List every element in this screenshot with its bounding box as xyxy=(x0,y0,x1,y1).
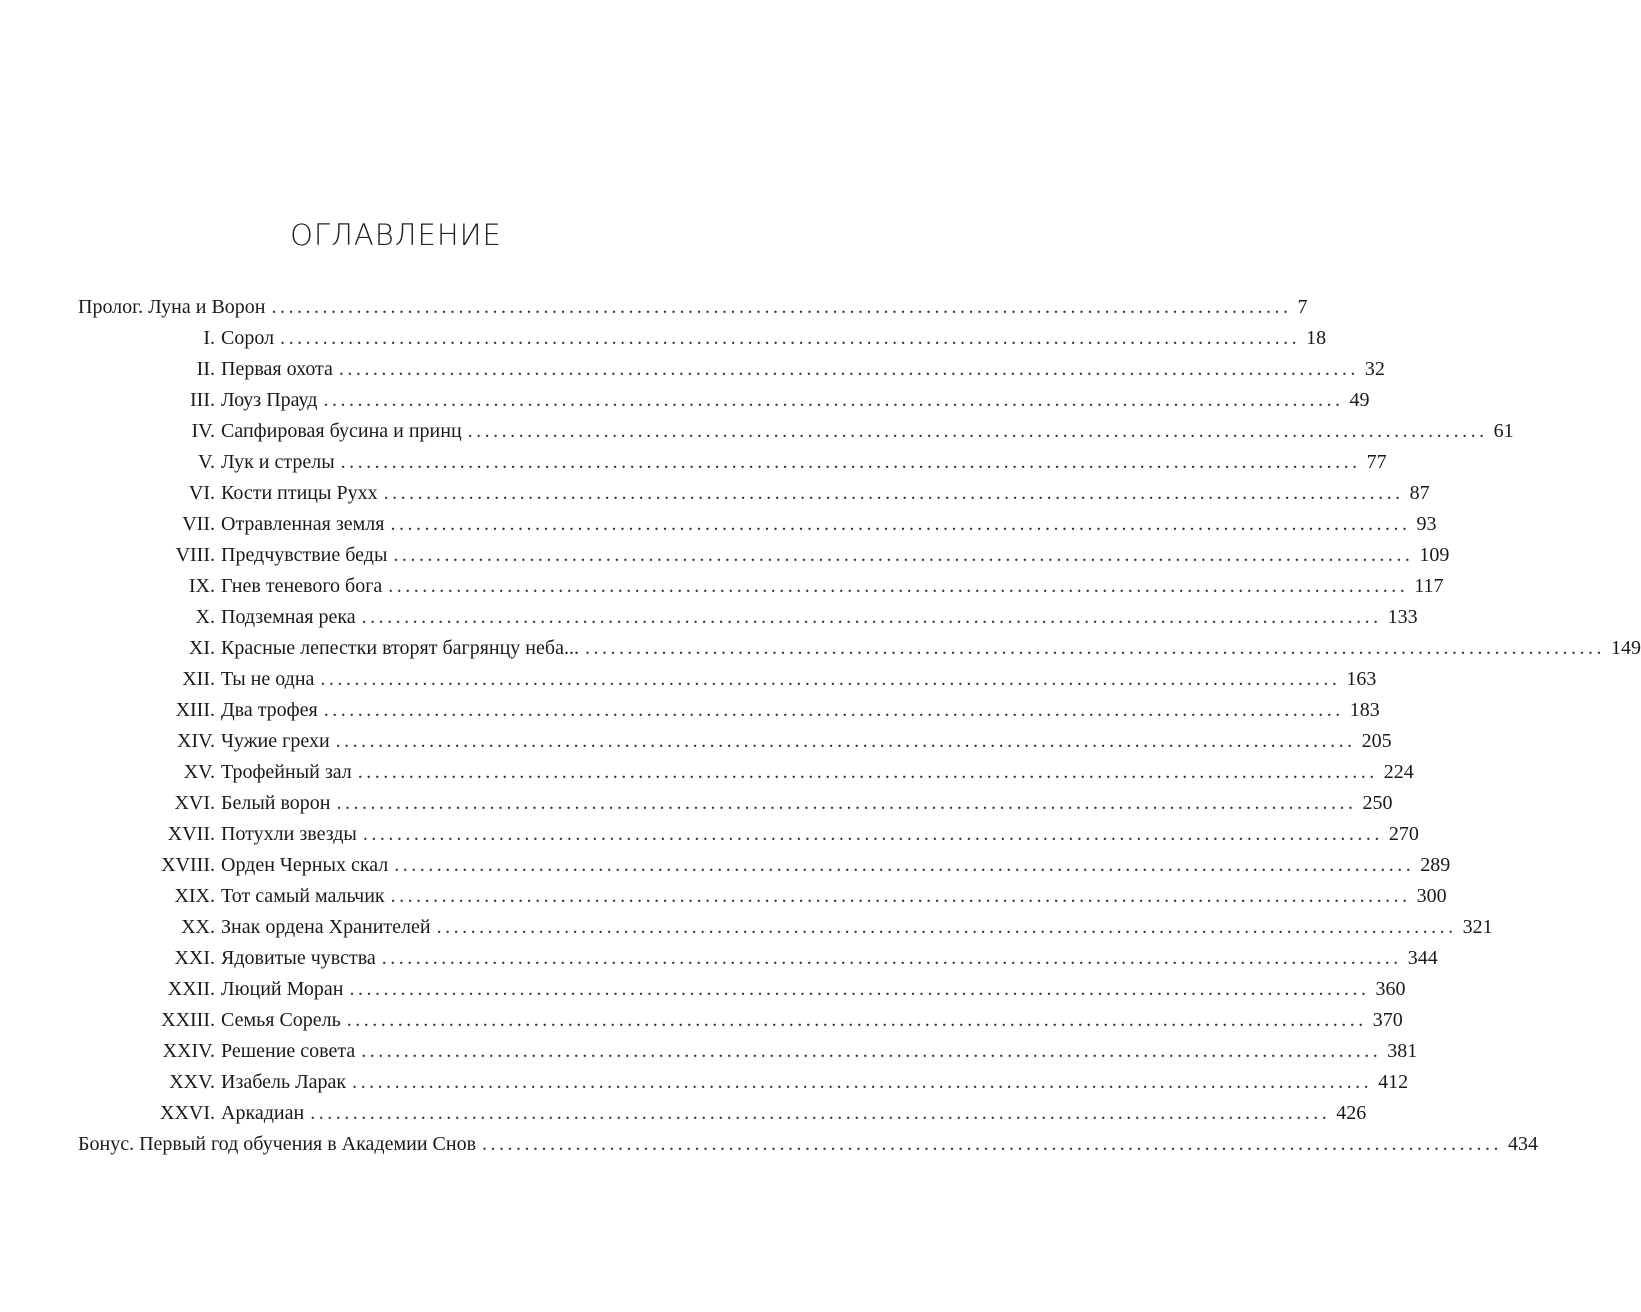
toc-entry-chapter[interactable] xyxy=(78,974,1406,1005)
toc-page-number: 7 xyxy=(1297,296,1308,318)
toc-entry-label: Лук и стрелы xyxy=(221,451,335,473)
toc-entry-label: Орден Черных скал xyxy=(221,854,389,876)
toc-page-number: 61 xyxy=(1493,420,1514,442)
dot-leader: ........................................................................................................................ xyxy=(323,699,1344,721)
toc-page-number: 250 xyxy=(1362,792,1393,814)
toc-entry-chapter[interactable] xyxy=(78,850,1451,881)
toc-entry-label: Трофейный зал xyxy=(221,761,352,783)
toc-entry-chapter[interactable] xyxy=(78,1036,1418,1067)
chapter-number: XV. xyxy=(183,761,215,783)
toc-entry-chapter[interactable] xyxy=(78,819,1419,850)
chapter-number: VII. xyxy=(182,513,215,535)
dot-leader: ........................................................................................................................ xyxy=(390,885,1411,907)
chapter-number: XXIV. xyxy=(162,1040,215,1062)
dot-leader: ........................................................................................................................ xyxy=(338,358,1359,380)
toc-entry-label: Решение совета xyxy=(221,1040,356,1062)
toc-page-number: 93 xyxy=(1416,513,1437,535)
dot-leader: ........................................................................................................................ xyxy=(335,730,1356,752)
toc-entry-label: Аркадиан xyxy=(221,1102,305,1124)
chapter-list xyxy=(78,323,1641,1129)
toc-entry-chapter[interactable] xyxy=(78,540,1450,571)
chapter-number: VI. xyxy=(188,482,215,504)
chapter-number: XI. xyxy=(188,637,215,659)
chapter-number: XVII. xyxy=(167,823,215,845)
dot-leader: ........................................................................................................................ xyxy=(388,575,1409,597)
toc-entry-chapter[interactable] xyxy=(78,1098,1367,1129)
table-of-contents xyxy=(78,292,1641,1160)
toc-entry-label: Подземная река xyxy=(221,606,356,628)
toc-page-number: 109 xyxy=(1419,544,1450,566)
toc-page-number: 32 xyxy=(1364,358,1385,380)
toc-entry-label: Белый ворон xyxy=(221,792,331,814)
toc-page-number: 87 xyxy=(1409,482,1430,504)
chapter-number: X. xyxy=(195,606,215,628)
dot-leader: ........................................................................................................................ xyxy=(361,606,1382,628)
toc-entry-chapter[interactable] xyxy=(78,1067,1409,1098)
toc-entry-chapter[interactable] xyxy=(78,633,1641,664)
toc-entry-chapter[interactable] xyxy=(78,757,1414,788)
toc-page-number: 205 xyxy=(1361,730,1392,752)
toc-entry-chapter[interactable] xyxy=(78,416,1514,447)
chapter-number: XXII. xyxy=(167,978,215,1000)
toc-entry-label: Ядовитые чувства xyxy=(221,947,376,969)
toc-page-number: 360 xyxy=(1375,978,1406,1000)
dot-leader: ........................................................................................................................ xyxy=(467,420,1488,442)
toc-entry-label: Красные лепестки вторят багрянцу неба... xyxy=(221,637,579,659)
toc-entry-label: Тот самый мальчик xyxy=(221,885,385,907)
toc-entry-chapter[interactable] xyxy=(78,354,1385,385)
dot-leader: ........................................................................................................................ xyxy=(320,668,1341,690)
chapter-number: XXIII. xyxy=(161,1009,215,1031)
toc-page-number: 183 xyxy=(1349,699,1380,721)
dot-leader: ........................................................................................................................ xyxy=(383,482,1404,504)
toc-entry-chapter[interactable] xyxy=(78,447,1387,478)
toc-entry-label: Чужие грехи xyxy=(221,730,330,752)
dot-leader: ........................................................................................................................ xyxy=(336,792,1357,814)
toc-entry-chapter[interactable] xyxy=(78,726,1392,757)
toc-entry-label: Сорол xyxy=(221,327,275,349)
toc-page-number: 224 xyxy=(1383,761,1414,783)
toc-entry-bonus[interactable] xyxy=(78,1129,1539,1160)
dot-leader: ........................................................................................................................ xyxy=(271,296,1292,318)
toc-entry-label: Люций Моран xyxy=(221,978,344,1000)
toc-entry-chapter[interactable] xyxy=(78,881,1447,912)
toc-entry-chapter[interactable] xyxy=(78,323,1327,354)
dot-leader: ........................................................................................................................ xyxy=(394,854,1415,876)
toc-page-number: 149 xyxy=(1610,637,1641,659)
chapter-number: II. xyxy=(196,358,215,380)
toc-entry-label: Предчувствие беды xyxy=(221,544,388,566)
toc-page-number: 370 xyxy=(1372,1009,1403,1031)
toc-entry-label: Семья Сорель xyxy=(221,1009,341,1031)
toc-page-number: 321 xyxy=(1462,916,1493,938)
toc-page-number: 426 xyxy=(1336,1102,1367,1124)
dot-leader: ........................................................................................................................ xyxy=(381,947,1402,969)
toc-entry-chapter[interactable] xyxy=(78,385,1370,416)
chapter-number: XIV. xyxy=(177,730,215,752)
toc-page-number: 133 xyxy=(1387,606,1418,628)
toc-entry-label: Изабель Ларак xyxy=(221,1071,347,1093)
toc-page-number: 381 xyxy=(1387,1040,1418,1062)
toc-page-number: 412 xyxy=(1378,1071,1409,1093)
chapter-number: XX. xyxy=(181,916,215,938)
toc-entry-chapter[interactable] xyxy=(78,509,1437,540)
toc-entry-label: Лоуз Прауд xyxy=(221,389,318,411)
toc-entry-chapter[interactable] xyxy=(78,1005,1403,1036)
dot-leader: ........................................................................................................................ xyxy=(310,1102,1331,1124)
chapter-number: IV. xyxy=(191,420,215,442)
dot-leader: ........................................................................................................................ xyxy=(362,823,1383,845)
toc-entry-label: Два трофея xyxy=(221,699,318,721)
toc-page-number: 77 xyxy=(1366,451,1387,473)
toc-entry-chapter[interactable] xyxy=(78,571,1444,602)
dot-leader: ........................................................................................................................ xyxy=(349,978,1370,1000)
toc-entry-label: Ты не одна xyxy=(221,668,315,690)
chapter-number: III. xyxy=(190,389,215,411)
chapter-number: XXV. xyxy=(169,1071,215,1093)
dot-leader: ........................................................................................................................ xyxy=(393,544,1414,566)
chapter-number: XXI. xyxy=(174,947,215,969)
toc-page-number: 434 xyxy=(1508,1133,1539,1155)
chapter-number: XII. xyxy=(182,668,215,690)
toc-page-number: 344 xyxy=(1407,947,1438,969)
toc-entry-chapter[interactable] xyxy=(78,695,1380,726)
toc-entry-chapter[interactable] xyxy=(78,478,1430,509)
dot-leader: ........................................................................................................................ xyxy=(361,1040,1382,1062)
chapter-number: XIII. xyxy=(175,699,215,721)
toc-entry-chapter[interactable] xyxy=(78,788,1393,819)
toc-page-number: 300 xyxy=(1416,885,1447,907)
dot-leader: ........................................................................................................................ xyxy=(340,451,1361,473)
chapter-number: XVIII. xyxy=(161,854,215,876)
toc-page-number: 163 xyxy=(1346,668,1377,690)
chapter-number: IX. xyxy=(188,575,215,597)
dot-leader: ........................................................................................................................ xyxy=(482,1133,1503,1155)
toc-page-number: 289 xyxy=(1420,854,1451,876)
dot-leader: ........................................................................................................................ xyxy=(352,1071,1373,1093)
chapter-number: V. xyxy=(198,451,215,473)
toc-entry-label: Сапфировая бусина и принц xyxy=(221,420,462,442)
toc-entry-chapter[interactable] xyxy=(78,602,1418,633)
toc-entry-label: Гнев теневого бога xyxy=(221,575,383,597)
toc-page-number: 270 xyxy=(1388,823,1419,845)
toc-entry-chapter[interactable] xyxy=(78,664,1377,695)
chapter-number: XVI. xyxy=(174,792,215,814)
dot-leader: ........................................................................................................................ xyxy=(357,761,1378,783)
dot-leader: ........................................................................................................................ xyxy=(323,389,1344,411)
page-title: ОГЛАВЛЕНИЕ xyxy=(290,218,502,252)
toc-entry-prologue[interactable] xyxy=(78,292,1308,323)
toc-page-number: 18 xyxy=(1306,327,1327,349)
chapter-number: XIX. xyxy=(174,885,215,907)
chapter-number: XXVI. xyxy=(160,1102,215,1124)
chapter-number: I. xyxy=(203,327,215,349)
toc-entry-label: Отравленная земля xyxy=(221,513,385,535)
toc-entry-chapter[interactable] xyxy=(78,943,1438,974)
toc-entry-chapter[interactable] xyxy=(78,912,1493,943)
dot-leader: ........................................................................................................................ xyxy=(436,916,1457,938)
toc-page-number: 49 xyxy=(1349,389,1370,411)
chapter-number: VIII. xyxy=(175,544,215,566)
dot-leader: ........................................................................................................................ xyxy=(584,637,1605,659)
toc-entry-label: Бонус. Первый год обучения в Академии Снов xyxy=(78,1133,477,1155)
toc-entry-label: Потухли звезды xyxy=(221,823,357,845)
toc-entry-label: Кости птицы Рухх xyxy=(221,482,378,504)
dot-leader: ........................................................................................................................ xyxy=(346,1009,1367,1031)
toc-entry-label: Пролог. Луна и Ворон xyxy=(78,296,266,318)
dot-leader: ........................................................................................................................ xyxy=(280,327,1301,349)
toc-page-number: 117 xyxy=(1414,575,1444,597)
dot-leader: ........................................................................................................................ xyxy=(390,513,1411,535)
toc-entry-label: Первая охота xyxy=(221,358,333,380)
toc-entry-label: Знак ордена Хранителей xyxy=(221,916,431,938)
